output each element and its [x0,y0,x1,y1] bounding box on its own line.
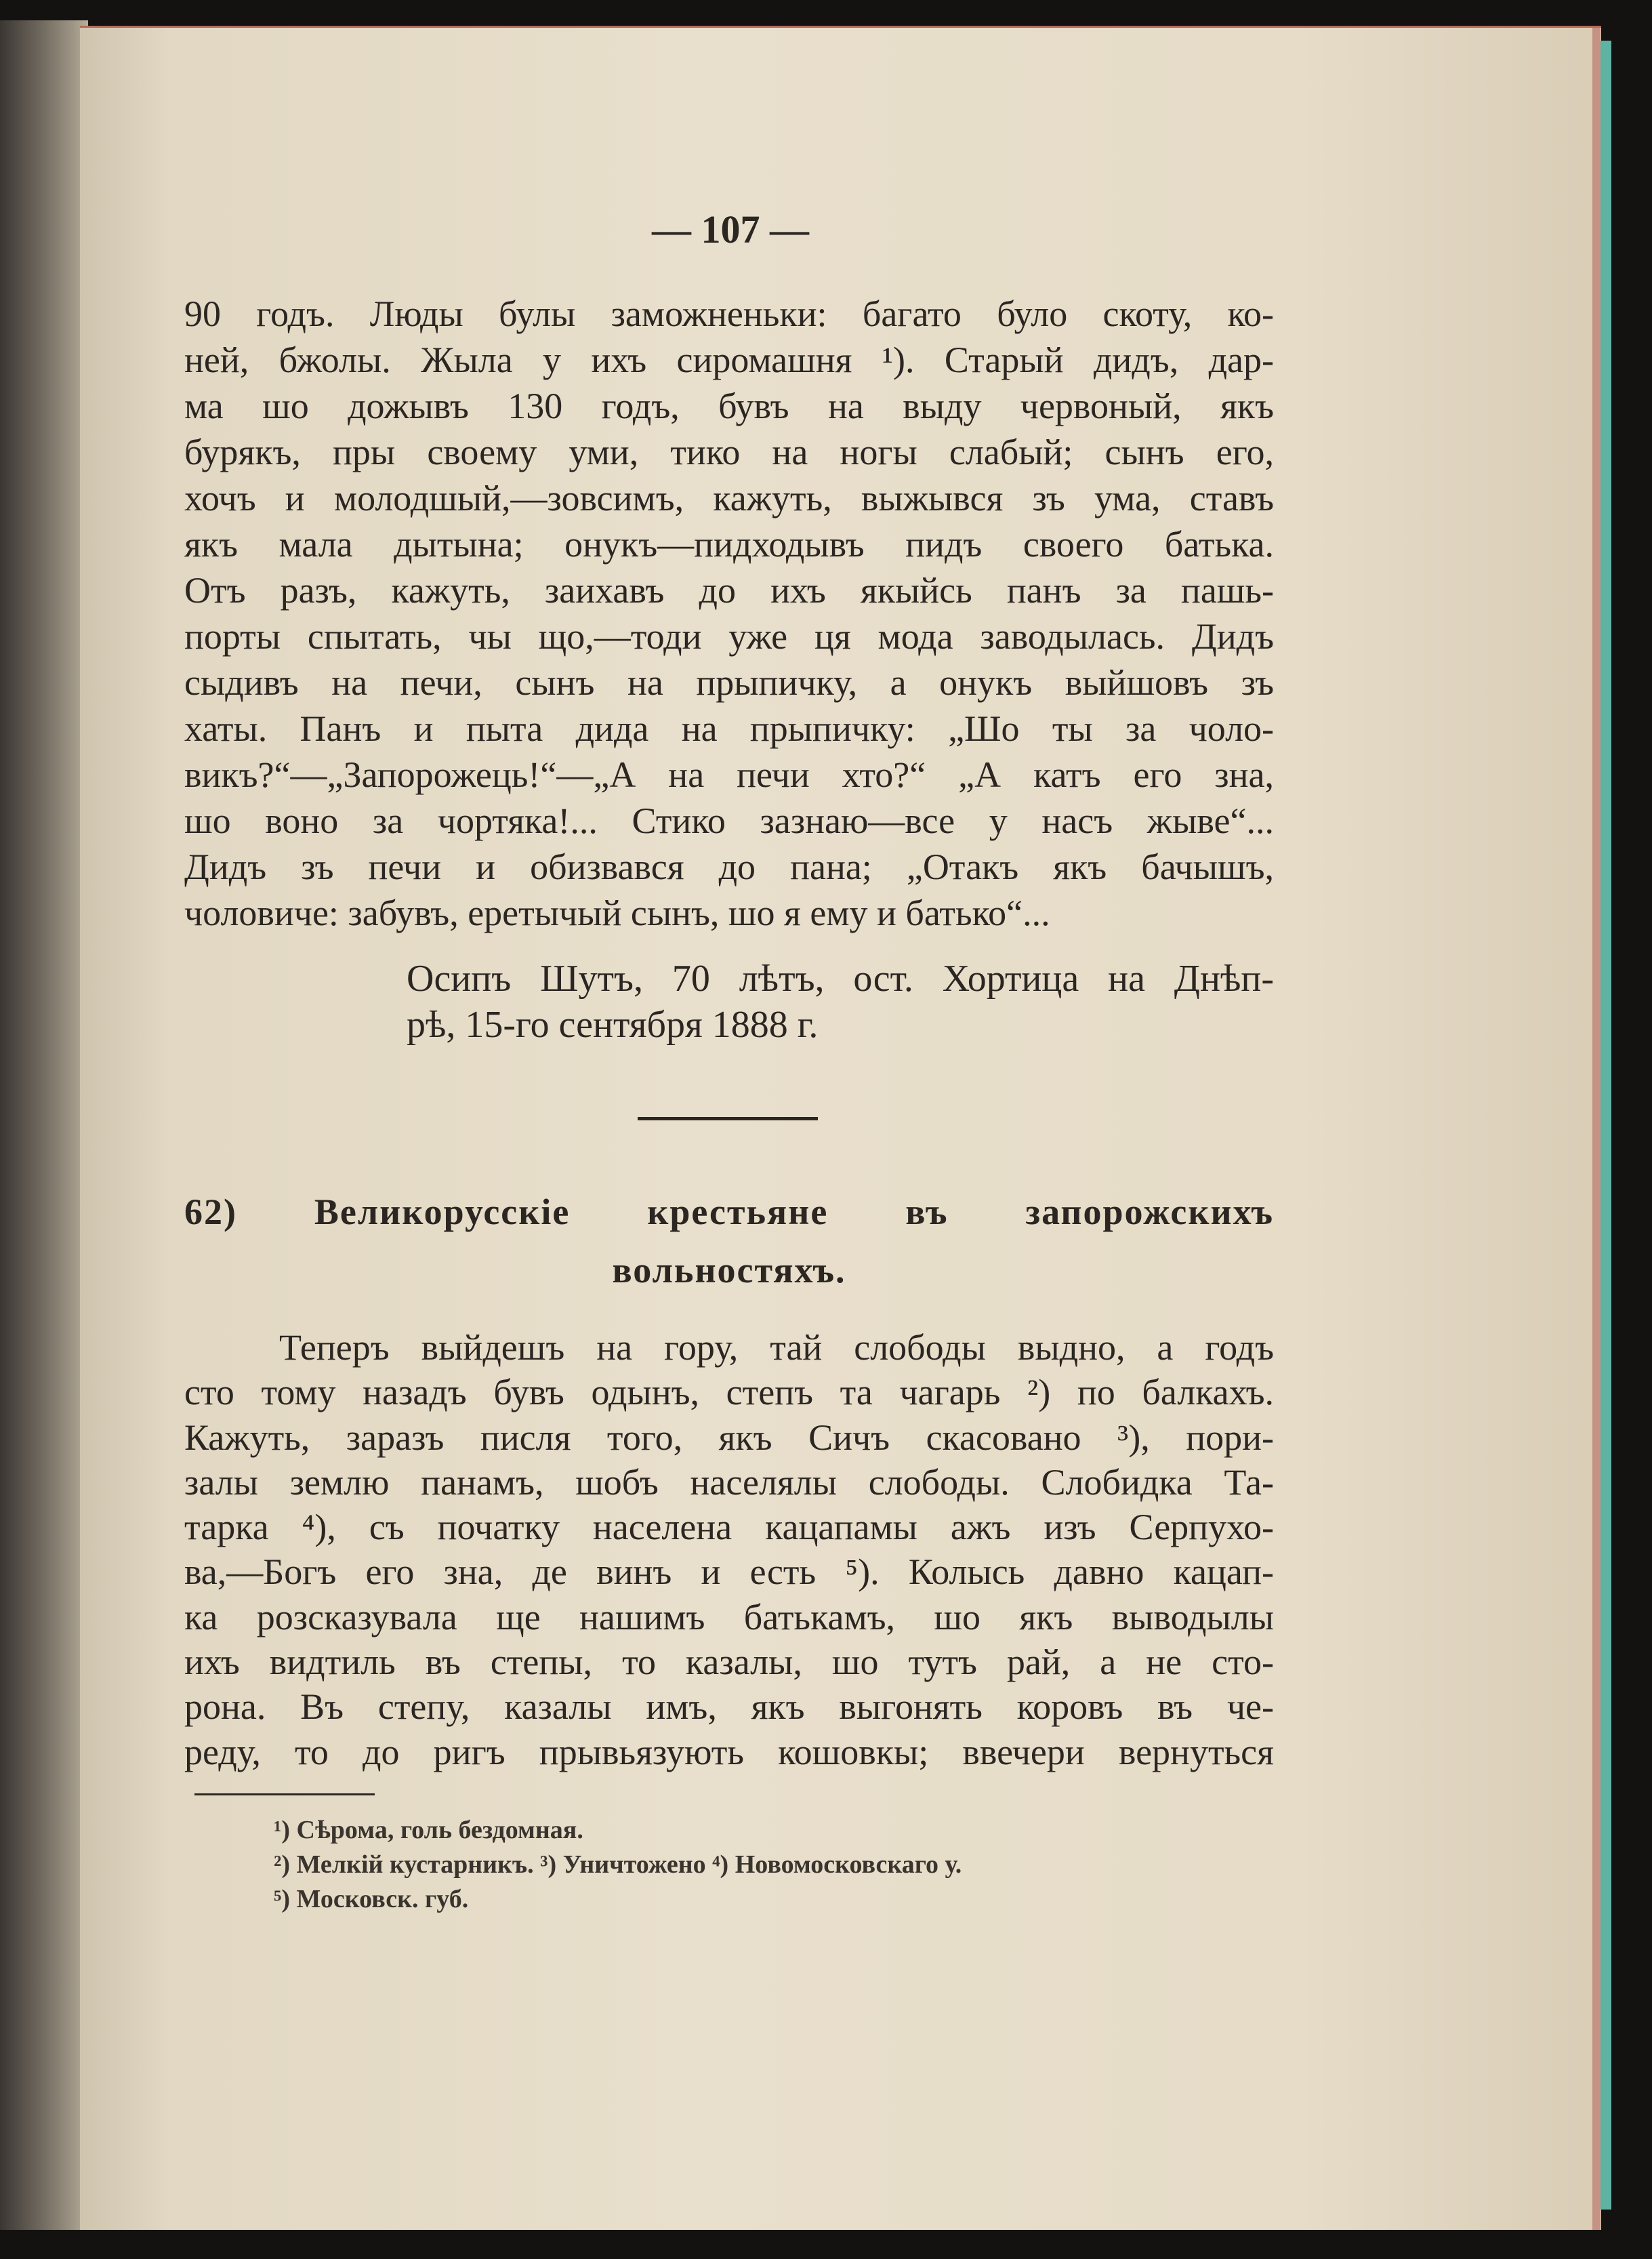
text-line: викъ?“—„Запорожець!“—„А на печи хто?“ „А катъ его зна, [184,754,1274,795]
footnote: ²) Мелкій кустарникъ. ³) Уничтожено ⁴) Новомосковскаго у. [274,1850,962,1879]
text-line: реду, то до ригъ прывьязують кошовкы; ввечери вернуться [184,1731,1274,1772]
text-line: порты спытать, чы що,—тоди уже ця мода заводылась. Дидъ [184,616,1274,657]
heading-line: 62) Великорусскіе крестьяне въ запорожскихъ [184,1192,1274,1232]
text-line: ихъ видтиль въ степы, то казалы, шо тутъ рай, а не сто- [184,1642,1274,1683]
text-line: хочъ и молодшый,—зовсимъ, кажуть, выжывся зъ ума, ставъ [184,478,1274,518]
text-line: якъ мала дытына; онукъ—пидходывъ пидъ своего батька. [184,524,1274,565]
text-line: тарка ⁴), съ початку населена кацапамы ажъ изъ Серпухо- [184,1507,1274,1548]
text-line: Дидъ зъ печи и обизвався до пана; „Отакъ якъ бачышъ, [184,847,1274,887]
text-line: Кажуть, заразъ писля того, якъ Сичъ скасовано ³), пори- [184,1417,1274,1458]
text-line: Отъ разъ, кажуть, заихавъ до ихъ якыйсь панъ за пашь- [184,570,1274,611]
text-line: рона. Въ степу, казалы имъ, якъ выгонять коровъ въ че- [184,1686,1274,1728]
text-line: шо воно за чортяка!... Стико зазнаю—все у насъ жыве“... [184,800,1274,841]
text-line: ней, бжолы. Жыла у ихъ сиромашня ¹). Старый дидъ, дар- [184,340,1274,380]
footnotes [274,1813,1222,1917]
signature-line: рѣ, 15-го сентября 1888 г. [407,1004,819,1046]
signature [407,956,1274,1048]
page-number: — 107 — [652,207,809,251]
text-line: хаты. Панъ и пыта дида на прыпичку: „Шо ты за чоло- [184,708,1274,749]
text-line: ка розсказувала ще нашимъ батькамъ, шо якъ выводылы [184,1596,1274,1637]
scan-border [0,2230,1652,2259]
section-heading [184,1183,1274,1299]
cover-edge [1601,41,1611,2210]
text-line: чоловиче: забувъ, еретычый сынъ, шо я ему и батько“... [184,893,1050,933]
text-line: ма шо дожывъ 130 годъ, бувъ на выду червоный, якъ [184,386,1274,426]
footnote: ¹) Сѣрома, голь бездомная. [274,1816,583,1844]
text-line: Теперъ выйдешъ на гору, тай слободы выдно, а годъ [279,1327,1274,1368]
paragraph-1 [184,291,1274,936]
heading-line: вольностяхъ. [612,1250,846,1290]
text-line: ва,—Богъ его зна, де винъ и есть ⁵). Колысь давно кацап- [184,1551,1274,1593]
footnote-rule [194,1793,375,1795]
section-divider [638,1117,818,1120]
paragraph-2 [184,1325,1274,1774]
text-line: бурякъ, пры своему уми, тико на ногы слабый; сынъ его, [184,432,1274,472]
page-edge [1592,27,1601,2230]
footnote: ⁵) Московск. губ. [274,1885,469,1913]
text-line: залы землю панамъ, шобъ населялы слободы. Слобидка Та- [184,1461,1274,1503]
book-spine [0,20,88,2237]
text-line: сто тому назадъ бувъ одынъ, степъ та чагарь ²) по балкахъ. [184,1372,1274,1413]
signature-line: Осипъ Шутъ, 70 лѣтъ, ост. Хортица на Днѣп- [407,958,1274,1000]
text-line: 90 годъ. Люды булы заможненьки: багато було скоту, ко- [184,293,1274,334]
text-line: сыдивъ на печи, сынъ на прыпичку, а онукъ выйшовъ зъ [184,662,1274,703]
